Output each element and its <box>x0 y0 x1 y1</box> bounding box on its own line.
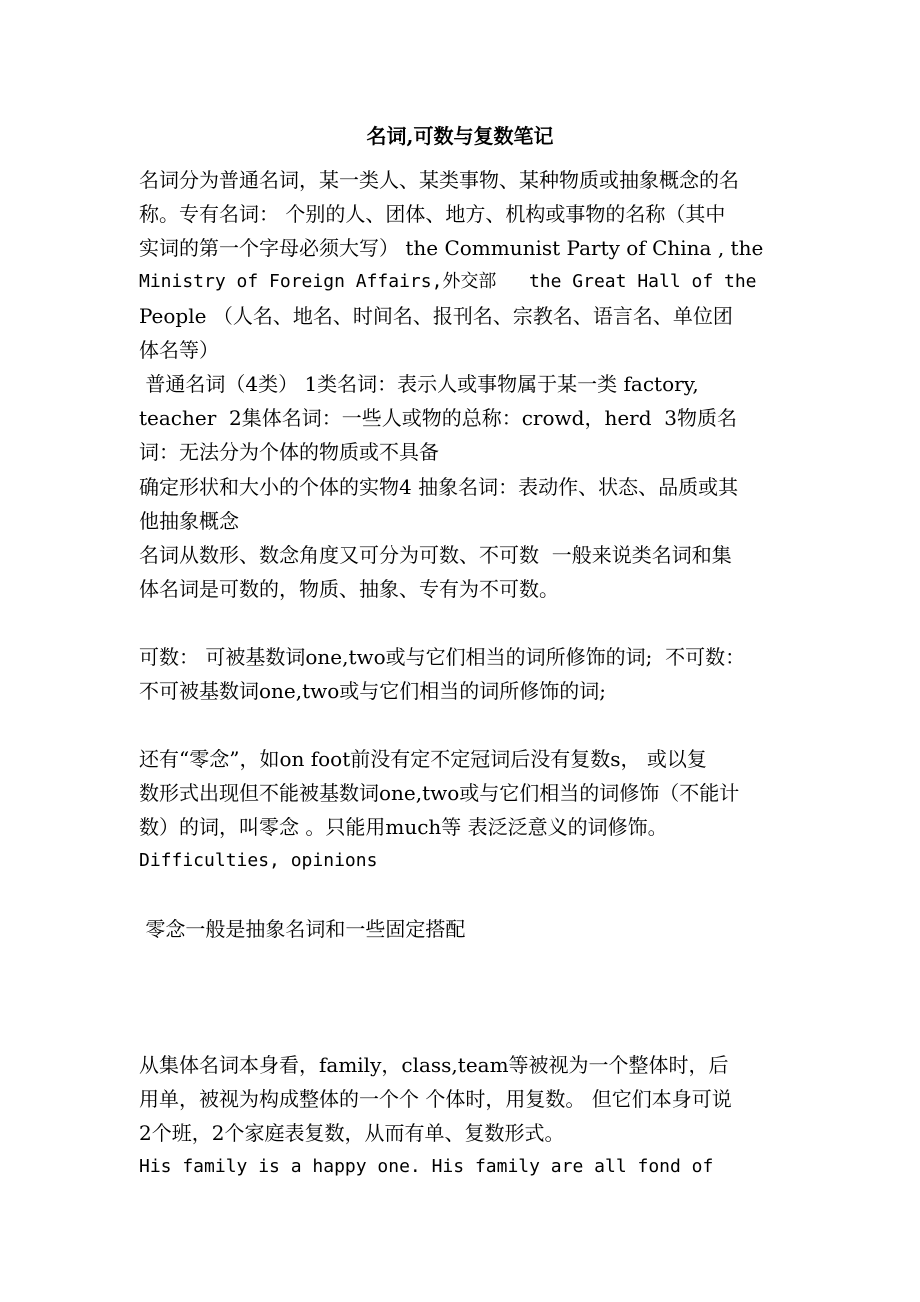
text-line: 用单，被视为构成整体的一个个 个体时，用复数。 但它们本身可说 <box>139 1087 732 1111</box>
text-line: People （人名、地名、时间名、报刊名、宗教名、语言名、单位团 <box>139 304 733 328</box>
text-line: 可数： 可被基数词one,two或与它们相当的词所修饰的词; 不可数： <box>139 645 746 669</box>
text-line: 普通名词（4类） 1类名词：表示人或事物属于某一类 factory, <box>139 372 699 396</box>
text-line: teacher 2集体名词：一些人或物的总称：crowd，herd 3物质名 <box>139 406 737 430</box>
text-line: 实词的第一个字母必须大写） the Communist Party of China , the <box>139 236 764 260</box>
text-line: 从集体名词本身看，family，class,team等被视为一个整体时，后 <box>139 1053 729 1077</box>
text-line: 2个班，2个家庭表复数，从而有单、复数形式。 <box>139 1121 565 1145</box>
text-line: Difficulties, opinions <box>139 850 378 871</box>
text-line: 体名词是可数的，物质、抽象、专有为不可数。 <box>139 577 559 601</box>
text-line: 不可被基数词one,two或与它们相当的词所修饰的词; <box>139 679 607 703</box>
text-line: 确定形状和大小的个体的实物4 抽象名词：表动作、状态、品质或其 <box>139 475 739 499</box>
text-line: 数形式出现但不能被基数词one,two或与它们相当的词修饰（不能计 <box>139 781 740 805</box>
text-line: 词：无法分为个体的物质或不具备 <box>139 440 439 464</box>
text-line: 体名等） <box>139 338 219 362</box>
text-line: 名词分为普通名词，某一类人、某类事物、某种物质或抽象概念的名 <box>139 168 739 192</box>
document-title: 名词,可数与复数笔记 <box>366 124 554 148</box>
text-line: 名词从数形、数念角度又可分为可数、不可数 一般来说类名词和集 <box>139 543 732 567</box>
text-line: Ministry of Foreign Affairs,外交部 the Great Hall of the <box>139 271 757 292</box>
text-line: 他抽象概念 <box>139 509 239 533</box>
text-line: 零念一般是抽象名词和一些固定搭配 <box>139 917 466 941</box>
text-line: 称。专有名词： 个别的人、团体、地方、机构或事物的名称（其中 <box>139 202 726 226</box>
text-line: 数）的词，叫零念 。只能用much等 表泛泛意义的词修饰。 <box>139 815 668 839</box>
text-line: His family is a happy one. His family are all fond of <box>139 1156 714 1177</box>
text-line: 还有“零念”，如on foot前没有定不定冠词后没有复数s， 或以复 <box>139 747 707 771</box>
